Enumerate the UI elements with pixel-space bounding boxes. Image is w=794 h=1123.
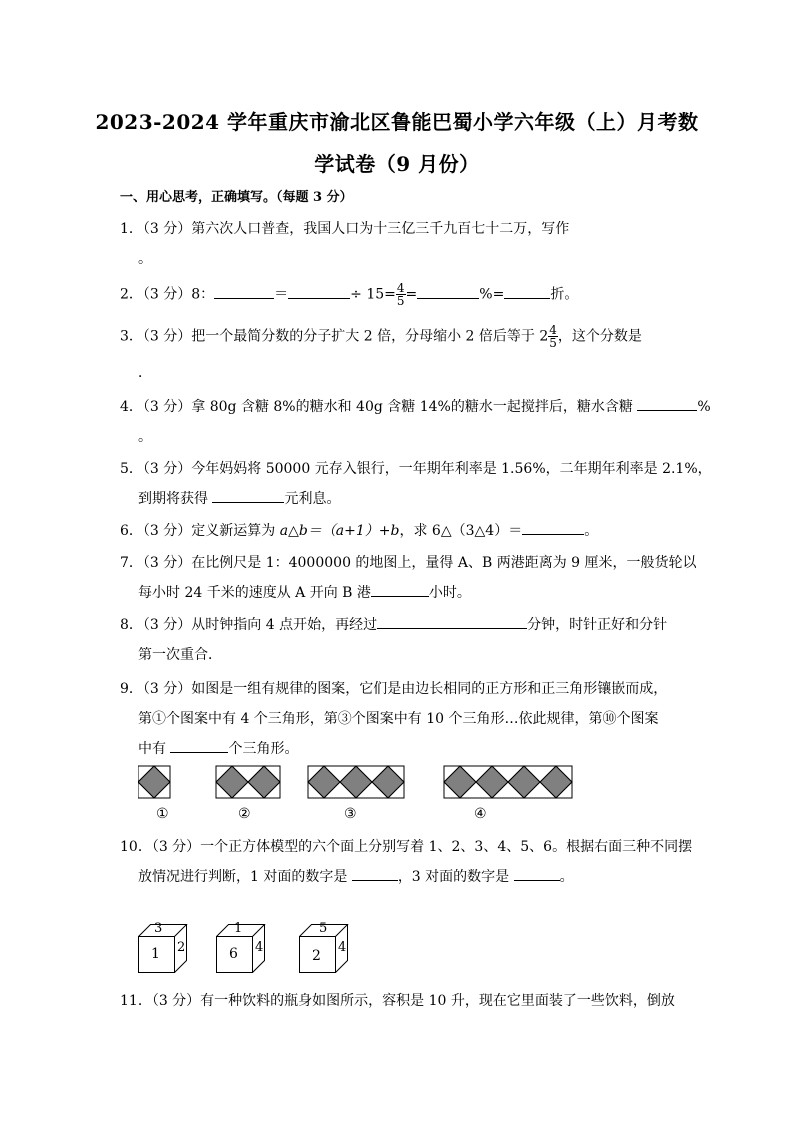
- pattern-label-3: ③: [344, 806, 357, 822]
- pattern-1: [138, 766, 170, 798]
- question-7-cont: 每小时 24 千米的速度从 A 开向 B 港 小时。: [138, 582, 471, 602]
- question-3-cont: ．: [138, 365, 152, 381]
- cube-front-face: 6: [229, 946, 238, 962]
- pattern-4: [444, 766, 572, 798]
- answer-blank[interactable]: [522, 520, 584, 535]
- page-title-line2: 学试卷（9 月份）: [314, 152, 480, 176]
- question-7: 7．（3 分）在比例尺是 1：4000000 的地图上，量得 A、B 两港距离为 9 厘米，一般货轮以: [120, 555, 697, 571]
- cube-side-face: 2: [177, 940, 186, 955]
- cube-side-face: 4: [338, 940, 347, 955]
- question-10: 10．（3 分）一个正方体模型的六个面上分别写着 1、2、3、4、5、6。根据右面三种不同摆: [120, 839, 693, 855]
- question-5: 5．（3 分）今年妈妈将 50000 元存入银行，一年期年利率是 1.56%，二年期年利率是 2.1%，: [120, 461, 712, 477]
- answer-blank[interactable]: [371, 582, 429, 597]
- answer-blank[interactable]: [212, 488, 284, 503]
- cube-1: [138, 921, 188, 974]
- cube-side-face: 4: [255, 940, 264, 955]
- answer-blank[interactable]: [637, 396, 697, 411]
- question-8: 8．（3 分）从时钟指向 4 点开始，再经过 分钟，时针正好和分针: [120, 614, 667, 634]
- cube-3: [299, 921, 349, 974]
- fraction: $\frac{4}{5}$: [396, 281, 405, 308]
- pattern-label-1: ①: [156, 806, 169, 822]
- answer-blank[interactable]: [377, 614, 527, 629]
- answer-blank[interactable]: [170, 738, 228, 753]
- answer-blank[interactable]: [214, 284, 274, 299]
- question-4: 4．（3 分）拿 80g 含糖 8%的糖水和 40g 含糖 14%的糖水一起搅拌后，糖水含糖 %: [120, 396, 711, 416]
- pattern-label-2: ②: [238, 806, 251, 822]
- page-title: 2023-2024 学年重庆市渝北区鲁能巴蜀小学六年级（上）月考数: [95, 110, 699, 134]
- cube-top-face: 3: [154, 921, 163, 936]
- cube-front-face: 2: [312, 948, 321, 964]
- cube-2: [216, 921, 266, 974]
- question-9: 9．（3 分）如图是一组有规律的图案，它们是由边长相同的正方形和正三角形镶嵌而成，: [120, 681, 668, 697]
- question-2: 2．（3 分）8： ＝ ÷ 15= $\frac{4}{5}$ = %= 折。: [120, 281, 579, 308]
- answer-blank[interactable]: [417, 284, 479, 299]
- question-8-cont: 第一次重合．: [138, 647, 222, 663]
- question-10-cont: 放情况进行判断，1 对面的数字是 ，3 对面的数字是 。: [138, 866, 574, 886]
- pattern-2: [216, 766, 280, 798]
- question-1: 1．（3 分）第六次人口普查，我国人口为十三亿三千九百七十二万，写作: [120, 221, 570, 237]
- question-6: 6．（3 分）定义新运算为 a△b＝（a+1）+b，求 6△（3△4）＝ 。: [120, 520, 598, 540]
- question-5-cont: 到期将获得 元利息。: [138, 488, 340, 508]
- question-4-cont: 。: [138, 429, 152, 445]
- tessellation-pattern-figure: [138, 764, 698, 804]
- fraction: $\frac{4}{5}$: [549, 323, 557, 350]
- answer-blank[interactable]: [288, 284, 350, 299]
- cube-top-face: 1: [234, 921, 243, 936]
- answer-blank[interactable]: [504, 284, 550, 299]
- question-9-cont2: 中有 个三角形。: [138, 738, 298, 758]
- answer-blank[interactable]: [352, 866, 398, 881]
- pattern-3: [308, 766, 404, 798]
- question-1-cont: 。: [138, 251, 152, 267]
- answer-blank[interactable]: [514, 866, 560, 881]
- question-11: 11．（3 分）有一种饮料的瓶身如图所示，容积是 10 升，现在它里面装了一些饮料，倒放: [120, 993, 675, 1009]
- section-heading: 一、用心思考，正确填写。（每题 3 分）: [120, 190, 353, 205]
- cube-front-face: 1: [151, 946, 160, 962]
- pattern-label-4: ④: [474, 806, 487, 822]
- cube-top-face: 5: [319, 921, 328, 936]
- question-3: 3．（3 分）把一个最简分数的分子扩大 2 倍，分母缩小 2 倍后等于 2 $\frac{4}{5}$ ，这个分数是: [120, 323, 642, 350]
- question-9-cont: 第①个图案中有 4 个三角形，第③个图案中有 10 个三角形…依此规律，第⑩个图案: [138, 711, 659, 727]
